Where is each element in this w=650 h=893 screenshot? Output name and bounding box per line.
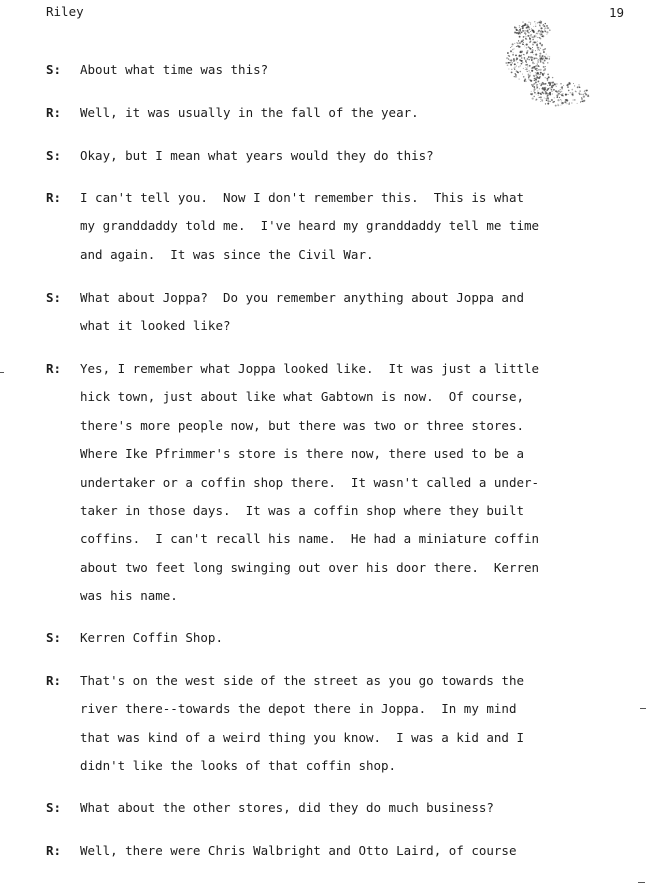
speaker-label: S: — [46, 630, 62, 645]
speaker-label: R: — [46, 105, 62, 120]
transcript-line: my granddaddy told me. I've heard my granddaddy tell me time — [80, 218, 540, 234]
transcript-line: hick town, just about like what Gabtown is now. Of course, — [80, 389, 525, 405]
speaker-label: S: — [46, 800, 62, 815]
transcript-line: Yes, I remember what Joppa looked like. It was just a little — [80, 361, 540, 376]
transcript-line: coffins. I can't recall his name. He had a miniature coffin — [80, 531, 540, 547]
transcript-line: Okay, but I mean what years would they do this? — [80, 148, 434, 163]
transcript-line: didn't like the looks of that coffin shop. — [80, 758, 397, 774]
stipple-stamp-icon — [500, 12, 595, 112]
margin-tick-mark — [640, 708, 646, 709]
transcript-line: taker in those days. It was a coffin shop where they built — [80, 503, 525, 518]
margin-tick-mark — [638, 882, 645, 883]
transcript-line: what it looked like? — [80, 318, 231, 334]
transcript-line: What about Joppa? Do you remember anything about Joppa and — [80, 290, 525, 305]
transcript-line: What about the other stores, did they do much business? — [80, 800, 494, 815]
speaker-label: S: — [46, 290, 62, 305]
transcript-line: Where Ike Pfrimmer's store is there now, there used to be a — [80, 446, 525, 462]
transcript-line: Kerren Coffin Shop. — [80, 630, 223, 645]
transcript-line: I can't tell you. Now I don't remember this. This is what — [80, 190, 525, 205]
transcript-line: was his name. — [80, 588, 178, 604]
speaker-label: R: — [46, 843, 62, 858]
transcript-line: About what time was this? — [80, 62, 269, 77]
header-name: Riley — [46, 4, 84, 19]
transcript-line: undertaker or a coffin shop there. It wasn't called a under- — [80, 474, 540, 490]
transcript-line: about two feet long swinging out over his door there. Kerren — [80, 559, 540, 575]
transcript-line: Well, there were Chris Walbright and Otto Laird, of course — [80, 843, 517, 858]
transcript-line: river there--towards the depot there in Joppa. In my mind — [80, 701, 517, 717]
page-number: 19 — [609, 5, 625, 20]
transcript-line: That's on the west side of the street as you go towards the — [80, 673, 525, 688]
transcript-line: and again. It was since the Civil War. — [80, 246, 374, 262]
transcript-line: Well, it was usually in the fall of the year. — [80, 105, 419, 120]
transcript-line: there's more people now, but there was two or three stores. — [80, 417, 525, 433]
margin-tick-mark — [0, 372, 4, 373]
speaker-label: R: — [46, 190, 62, 205]
speaker-label: S: — [46, 148, 62, 163]
speaker-label: S: — [46, 62, 62, 77]
speaker-label: R: — [46, 673, 62, 688]
transcript-line: that was kind of a weird thing you know. I was a kid and I — [80, 729, 525, 745]
speaker-label: R: — [46, 361, 62, 376]
